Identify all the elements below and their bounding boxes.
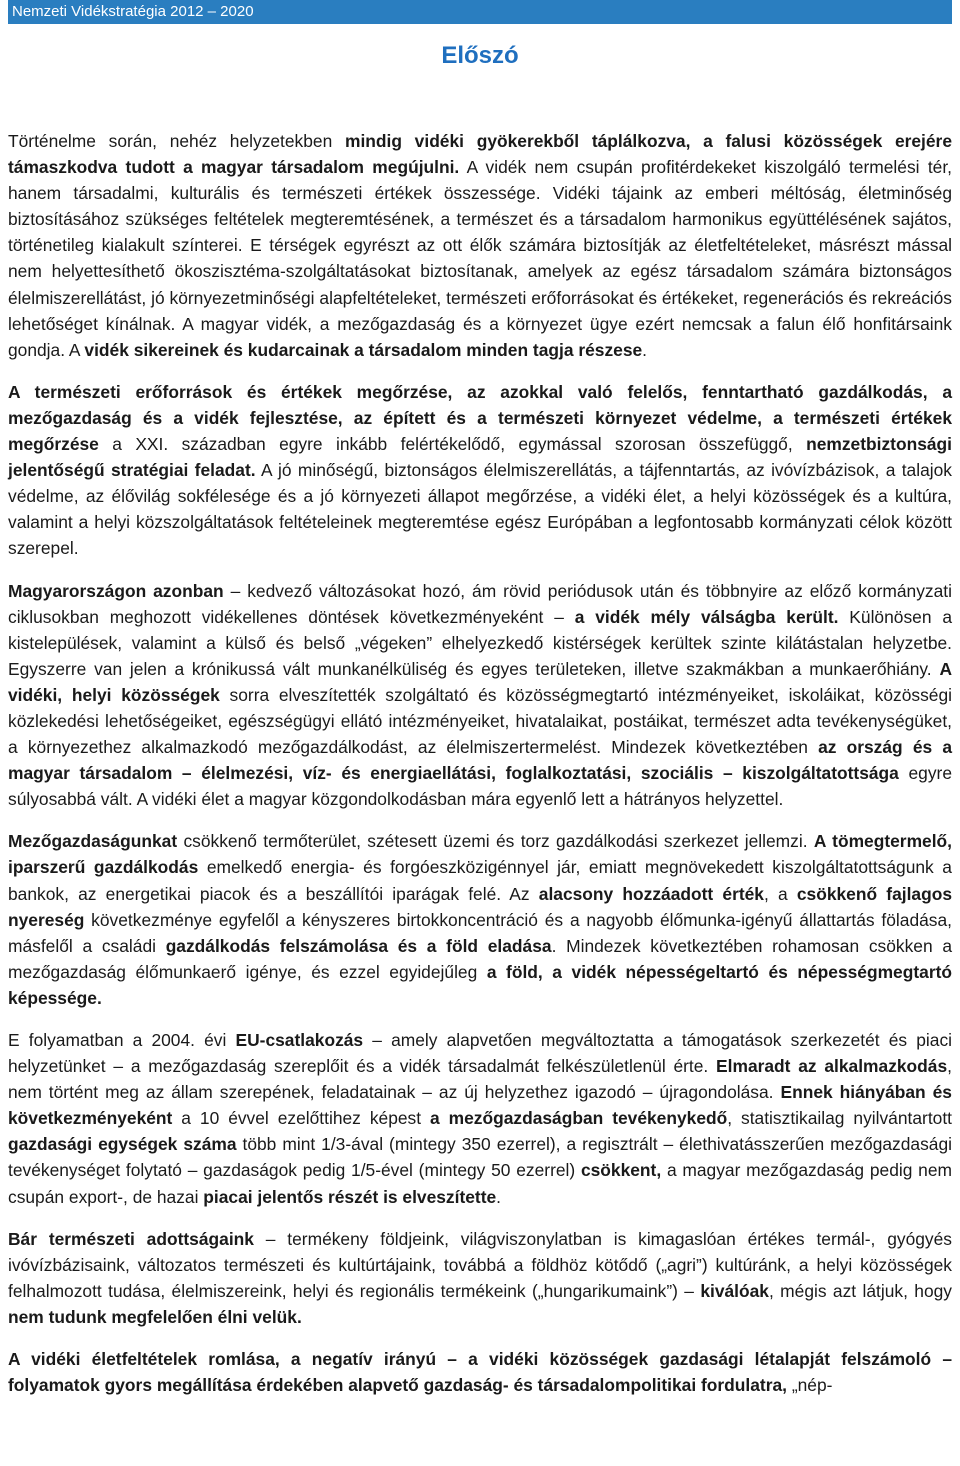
text-segment: A jó minőségű, biztonságos élelmiszerellátás, a tájfenntartás, az ivóvízbázisok, a talajok védelme, az élővilág sokfélesége és a jó környezeti állapot megőrzése, a vidéki élet, a helyi közösségek és a kultúra, valamint a helyi közszolgáltatások feltételeinek megteremtése egész Európában a legfontosabb kormányzati célok között szerepel. [8,460,952,559]
text-segment: egyre súlyosabbá vált. A vidéki élet a magyar közgondolkodásban mára egyenlő lett a hátrányos helyzettel. [8,763,952,810]
text-segment: sorra elveszítették szolgáltató és közösségmegtartó intézményeiket, iskoláikat, közösségi közlekedési lehetőségeiket, egészségügyi ellátó intézményeiket, hivatalaikat, postáikat, természet adta tevékenységüket, a környezethez alkalmazkodó mezőgazdálkodást, az élelmiszertermelést. Mindezek következtében [8,684,952,758]
paragraph [8,1346,952,1398]
paragraph [8,1226,952,1330]
paragraph [8,828,952,1011]
bold-text: Mezőgazdaságunkat [8,831,178,852]
text-segment: Különösen a kistelepülések, valamint a külső és belső „végeken” elhelyezkedő kistérségek kerültek szinte kilátástalan helyzetbe. Egyszerre van jelen a krónikussá vált munkanélküliség és egyes területeken, illetve szakmákban a munkaerőhiány. [8,606,952,679]
bold-text: Elmaradt az alkalmazkodás [716,1056,948,1077]
bold-text: kiválóak [700,1280,769,1301]
paragraph [8,379,952,562]
text-segment: következménye egyfelől a kényszeres birtokkoncentráció és a nagyobb élőmunka-igényű állattartás föladása, másfelől a családi [8,909,952,956]
page-title: Előszó [441,42,519,69]
text-segment: . [642,339,648,360]
bold-text: csökkenő fajlagos nyereség [8,883,953,930]
bold-text: nem tudunk megfelelően élni velük. [8,1306,302,1327]
bold-text: a vidék mély válságba került. [574,606,839,627]
text-segment: a magyar mezőgazdaság pedig nem csupán export-, de hazai [8,1160,952,1207]
bold-text: alacsony hozzáadott érték [538,883,764,904]
bold-text: az ország és a magyar társadalom – élelmezési, víz- és energiaellátási, foglalkoztatási, szociális – kiszolgáltatottsága [8,737,952,784]
text-segment: . [496,1186,502,1207]
text-segment: a 10 évvel ezelőttihez képest [172,1108,431,1129]
text-segment: a XXI. században egyre inkább felértékelődő, egymással szorosan összefüggő, [98,434,807,455]
text-segment: E folyamatban a 2004. évi [8,1030,236,1050]
bold-text: Bár természeti adottságaink [8,1228,254,1249]
text-segment: csökkenő termőterület, szétesett üzemi és torz gazdálkodási szerkezet jellemzi. [177,831,814,852]
text-segment: , nem történt meg az állam szerepének, feladatainak – az új helyzethez igazodó – újragondolása. [8,1056,952,1103]
bold-text: mindig vidéki gyökerekből táplálkozva, a falusi közösségek erejére támaszkodva tudott a magyar társadalom megújulni. [8,131,952,178]
bold-text: EU-csatlakozás [235,1030,364,1050]
text-segment: – kedvező változásokat hozó, ám rövid periódusok után és többnyire az előző kormányzati ciklusokban meghozott vidékellenes döntések következményeként – [8,580,952,627]
bold-text: A természeti erőforrások és értékek megőrzése, az azokkal való felelős, fenntartható gazdálkodás, a mezőgazdaság és a vidék fejlesztése, az épített és a természeti környezet védelme, a természeti értékek megőrzése [8,381,952,455]
bold-text: a mezőgazdaságban tevékenykedő [430,1108,728,1129]
text-segment: , a [763,883,797,904]
text-segment: – amely alapvetően megváltoztatta a támogatások szerkezetét és piaci helyzetünket – a mezőgazdaság szereplőit és a vidék társadalmát felkészületlenül érte. [8,1030,953,1077]
bold-text: A tömegtermelő, iparszerű gazdálkodás [8,831,952,878]
text-segment: Történelme során, nehéz helyzetekben [8,131,345,151]
text-segment: A vidék nem csupán profitérdekeket kiszolgáló termelési tér, hanem társadalmi, kulturális és természeti értékek összessége. Vidéki tájaink az emberi méltóság, életminőség biztosításához szükséges feltételek megteremtésének, a természet és a társadalom harmonikus együttélésének sajátos, történetileg kialakult színterei. E térségek egyrészt az ott élők számára biztosítják az életfeltételeket, másrészt mással nem helyettesíthető ökoszisztéma-szolgáltatásokat biztosítanak, amelyek az egész társadalom számára biztonságos élelmiszerellátást, jó környezetminőségi alapfeltételeket, természeti erőforrásokat és értékeket, regenerációs és rekreációs lehetőséget kínálnak. A magyar vidék, a mezőgazdaság és a környezet ügye ezért nemcsak a falun élő honfitársaink gondja. A [8,157,952,360]
text-segment: több mint 1/3-ával (mintegy 350 ezerrel), a regisztrált – élethivatásszerűen mezőgazdasági tevékenységet folytató – gazdaságok pedig 1/5-ével (mintegy 50 ezerrel) [8,1134,952,1181]
running-header [8,0,952,24]
text-segment: emelkedő energia- és forgóeszközigénnyel jár, emiatt megnövekedett kiszolgáltatottságunk a bankok, az energetikai piacok és a beszállítói iparágak felé. Az [8,857,952,904]
document-body [8,128,952,1414]
paragraph [8,128,952,363]
text-segment: . Mindezek következtében rohamosan csökken a mezőgazdaság élőmunkaerő igénye, és ezzel egyidejűleg [8,935,952,982]
bold-text: Ennek hiányában és következményeként [8,1082,952,1129]
bold-text: csökkent, [580,1160,662,1181]
text-segment: – termékeny földjeink, világviszonylatban is kimagaslóan értékes termál-, gyógyés ivóvízbázisaink, változatos természeti és kultúrtájaink, továbbá a földhöz kötődő („agri”) kultúránk, a helyi közösségek felhalmozott tudása, élelmiszereink, helyi és regionális termékeink („hungarikumaink”) – [8,1228,952,1301]
header-text: Nemzeti Vidékstratégia 2012 – 2020 [12,3,254,20]
bold-text: a föld, a vidék népességeltartó és népességmegtartó képessége. [8,961,952,1008]
bold-text: nemzetbiztonsági jelentőségű stratégiai feladat. [8,434,952,481]
bold-text: gazdálkodás felszámolása és a föld eladása [165,935,552,956]
bold-text: vidék sikereinek és kudarcainak a társadalom minden tagja részese [84,339,643,360]
bold-text: A vidéki életfeltételek romlása, a negatív irányú – a vidéki közösségek gazdasági létalapját felszámoló – folyamatok gyors megállítása érdekében alapvető gazdaság- és társadalompolitikai fordulatra, [8,1349,952,1396]
text-segment: , statisztikailag nyilvántartott [727,1108,952,1129]
bold-text: gazdasági egységek száma [8,1134,237,1155]
text-segment: „nép- [786,1375,833,1396]
bold-text: piacai jelentős részét is elveszítette [203,1186,497,1207]
bold-text: A vidéki, helyi közösségek [8,658,952,705]
paragraph [8,1027,952,1210]
bold-text: Magyarországon azonban [8,580,224,601]
text-segment: , mégis azt látjuk, hogy [768,1280,952,1301]
paragraph [8,578,952,813]
